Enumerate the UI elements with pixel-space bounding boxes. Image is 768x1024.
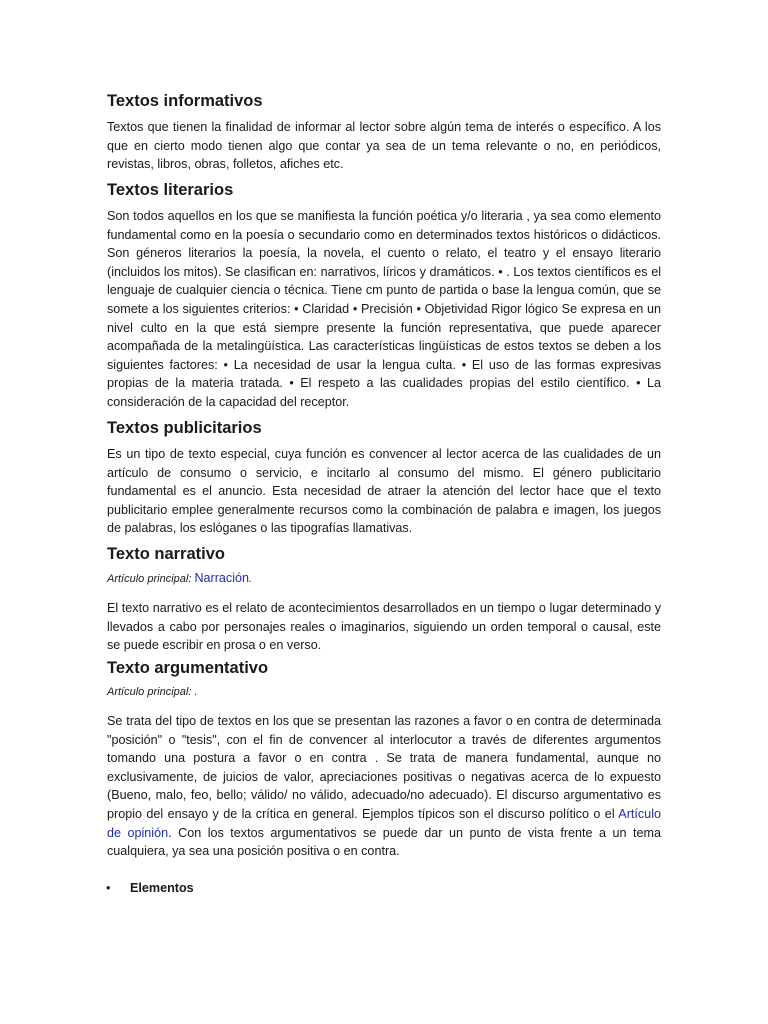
note-prefix: Artículo principal:	[107, 573, 195, 585]
section-paragraph	[107, 712, 661, 861]
section-paragraph: El texto narrativo es el relato de acontecimientos desarrollados en un tiempo o lugar determinado y llevados a cabo por personajes reales o imaginarios, siguiendo un orden temporal o causal, este se puede escribir en prosa o en verso.	[107, 601, 661, 653]
narracion-link[interactable]: Narración	[194, 571, 250, 585]
section-title: Texto argumentativo	[107, 659, 269, 677]
section-paragraph: Son todos aquellos en los que se manifiesta la función poética y/o literaria , ya sea como elemento fundamental como en la poesía o secundario como en determinados textos históricos o didácticos. Son géneros literarios la poesía, la novela, el cuento o relato, el teatro y el ensayo literario (incluidos los mitos). Se clasifican en: narrativos, líricos y dramáticos. • . Los textos científicos es el lenguaje de cualquier ciencia o técnica. Tiene cm punto de partida o base la lengua común, que se somete a los siguientes criterios: • Claridad • Precisión • Objetividad Rigor lógico Se expresa en un nivel culto en la que está siempre presente la función representativa, que puede aparecer acompañada de la metalingüística. Las características lingüísticas de estos textos se deben a los siguientes factores: • La necesidad de usar la lengua culta. • El uso de las formas expresivas propias de la materia tratada. • El respeto a las cualidades propias del estilo científico. • La consideración de la capacidad del receptor.	[107, 209, 661, 409]
section-title: Texto narrativo	[107, 545, 225, 563]
section-title: Textos informativos	[107, 92, 263, 110]
main-article-note	[107, 570, 661, 587]
section-narrativo	[107, 543, 661, 655]
section-paragraph: Textos que tienen la finalidad de informar al lector sobre algún tema de interés o específico. A los que en cierto modo tienen algo que contar ya sea de un tema relevante o no, en periódicos, revistas, libros, obras, folletos, afiches etc.	[107, 120, 661, 172]
main-article-note	[107, 684, 661, 700]
articulo-de-opinion-link[interactable]: Artículo de opinión	[107, 806, 661, 840]
note-suffix: .	[194, 686, 198, 698]
bullet-label: Elementos	[130, 881, 194, 895]
note-prefix: Artículo principal:	[107, 686, 195, 698]
bullet-list-item	[106, 879, 194, 897]
bullet-icon: •	[106, 881, 111, 895]
section-literarios	[107, 179, 661, 412]
note-suffix: .	[249, 573, 253, 585]
section-title: Textos publicitarios	[107, 419, 262, 437]
section-publicitarios	[107, 417, 661, 538]
section-argumentativo	[107, 657, 661, 861]
section-paragraph: Es un tipo de texto especial, cuya función es convencer al lector acerca de las cualidades de un artículo de consumo o servicio, e incitarlo al consumo del mismo. El género publicitario fundamental es el anuncio. Esta necesidad de atraer la atención del lector hace que el texto publicitario emplee generalmente recursos como la combinación de palabra e imagen, los juegos de palabras, los eslóganes o las tipografías llamativas.	[107, 447, 661, 536]
section-informativos	[107, 90, 661, 174]
paragraph-end: . Con los textos argumentativos se puede dar un punto de vista frente a un tema cualquiera, ya sea una posición positiva o en contra.	[107, 825, 661, 859]
section-title: Textos literarios	[107, 181, 234, 199]
paragraph-start: Se trata del tipo de textos en los que se presentan las razones a favor o en contra de determinada "posición" o "tesis", con el fin de convencer al interlocutor a través de diferentes argumentos tomando una postura a favor o en contra . Se trata de manera fundamental, aunque no exclusivamente, de juicios de valor, apreciaciones positivas o negativas acerca de lo expuesto (Bueno, malo, feo, bello; válido/ no válido, adecuado/no adecuado). El discurso argumentativo es propio del ensayo y de la crítica en general. Ejemplos típicos son el discurso político o el	[107, 714, 661, 821]
